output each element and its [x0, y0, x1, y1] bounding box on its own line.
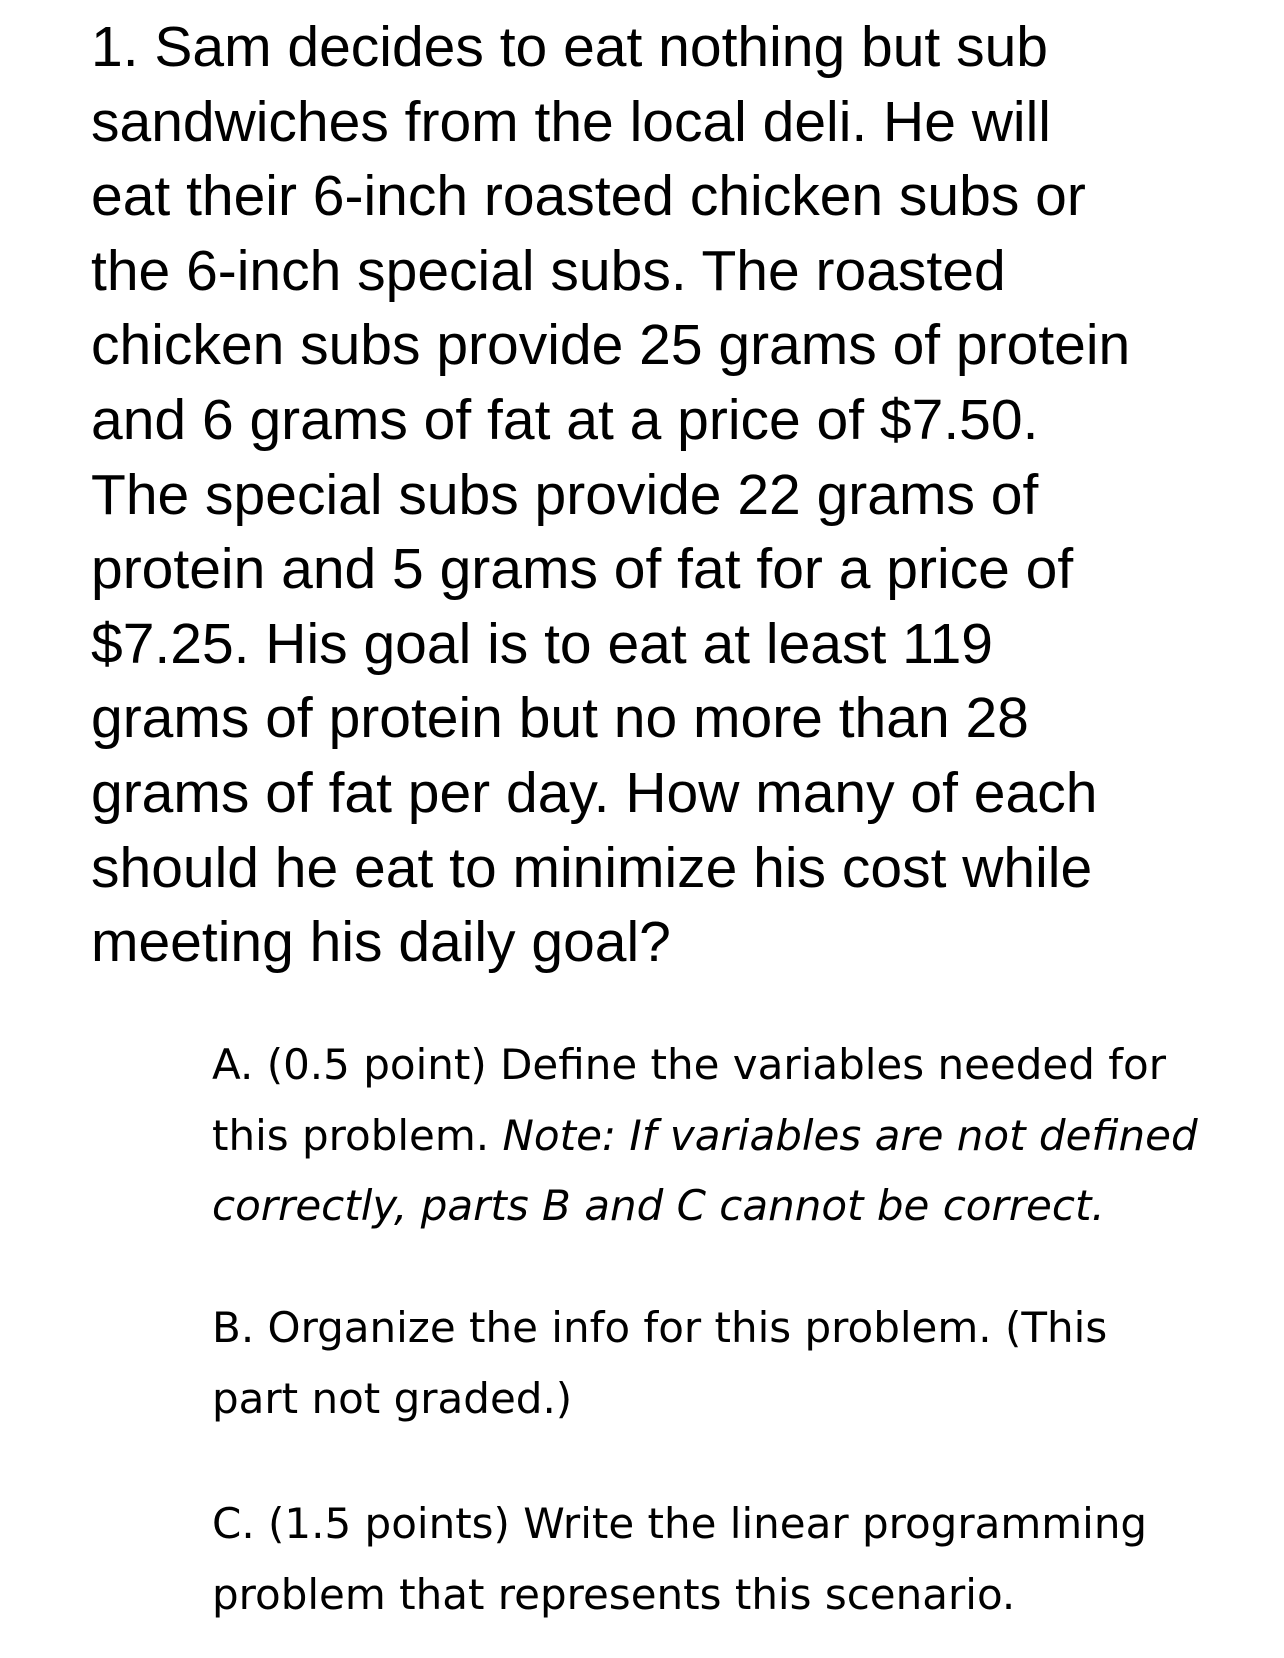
part-b [212, 1293, 1272, 1434]
problem-line: sandwiches from the local deli. He will [91, 89, 1051, 154]
problem-line: grams of protein but no more than 28 [91, 686, 1029, 751]
problem-line: should he eat to minimize his cost while [91, 835, 1093, 900]
problem-line: eat their 6-inch roasted chicken subs or [91, 164, 1086, 229]
problem-line: and 6 grams of fat at a price of $7.50. [91, 387, 1039, 452]
problem-line: protein and 5 grams of fat for a price of [91, 537, 1074, 602]
problem-line: The special subs provide 22 grams of [91, 462, 1039, 527]
problem-statement [91, 10, 1261, 980]
problem-line: 1. Sam decides to eat nothing but sub [91, 15, 1048, 79]
problem-line: the 6-inch special subs. The roasted [91, 238, 1006, 303]
problem-line: $7.25. His goal is to eat at least 119 [91, 611, 994, 676]
part-b-line: part not graded.) [212, 1373, 573, 1423]
part-a [212, 1030, 1272, 1242]
part-a-note: correctly, parts B and C cannot be correct. [212, 1181, 1105, 1230]
part-b-line: B. Organize the info for this problem. (This [212, 1303, 1108, 1352]
part-a-line [212, 1101, 1272, 1172]
part-c [212, 1489, 1272, 1630]
problem-line: meeting his daily goal? [91, 910, 671, 975]
part-c-line: C. (1.5 points) Write the linear programming [212, 1499, 1148, 1548]
part-a-note: Note: If variables are not defined [502, 1110, 1198, 1160]
part-a-text: this problem. [212, 1110, 503, 1160]
problem-line: chicken subs provide 25 grams of protein [91, 313, 1131, 378]
problem-line: grams of fat per day. How many of each [91, 760, 1098, 825]
part-a-line [212, 1171, 1272, 1242]
part-a-line: A. (0.5 point) Define the variables needed for [212, 1040, 1167, 1089]
part-c-line: problem that represents this scenario. [212, 1569, 1016, 1619]
